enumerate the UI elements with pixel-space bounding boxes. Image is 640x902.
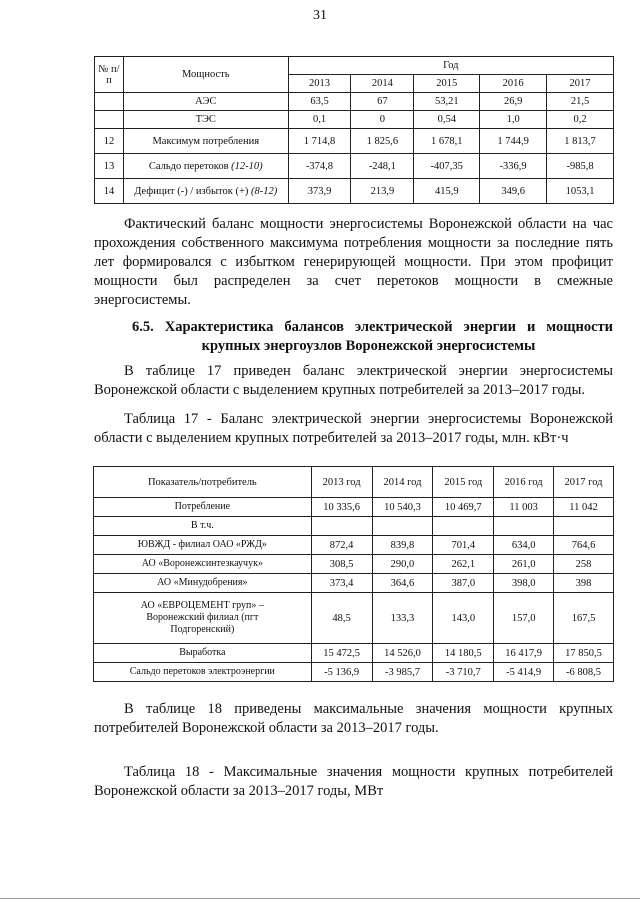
cell-value: 373,4: [311, 574, 372, 593]
column-header: 2016 год: [494, 467, 554, 498]
row-label: [123, 179, 288, 204]
table18-caption: Таблица 18 - Максимальные значения мощности крупных потребителей Воронежской области за 2013–2017 годы, МВт: [94, 764, 613, 799]
energy-balance-table: [93, 466, 614, 682]
cell-value: -374,8: [288, 154, 351, 179]
table-row: [94, 498, 614, 517]
page-number: 31: [313, 8, 327, 23]
section-heading: [94, 318, 613, 356]
cell-value: 1 813,7: [547, 129, 614, 154]
power-column-header: Мощность: [123, 57, 288, 93]
row-number: [95, 93, 124, 111]
cell-value: -336,9: [480, 154, 547, 179]
section-heading-line2: крупных энергоузлов Воронежской энергосистемы: [201, 338, 536, 354]
table-row: [94, 574, 614, 593]
cell-value: -6 808,5: [554, 663, 614, 682]
cell-value: -5 414,9: [494, 663, 554, 682]
row-label: АО «Минудобрения»: [94, 574, 312, 593]
row-label: АО «Воронежсинтезкаучук»: [94, 555, 312, 574]
row-label: [123, 154, 288, 179]
cell-value: 14 526,0: [372, 644, 433, 663]
cell-value: 764,6: [554, 536, 614, 555]
page-bottom-rule: [0, 898, 640, 899]
power-balance-table: [94, 56, 614, 204]
cell-value: 262,1: [433, 555, 494, 574]
column-header: 2015 год: [433, 467, 494, 498]
cell-value: 15 472,5: [311, 644, 372, 663]
table-row: [94, 517, 614, 536]
cell-value: 10 469,7: [433, 498, 494, 517]
cell-value: -5 136,9: [311, 663, 372, 682]
cell-value: 349,6: [480, 179, 547, 204]
column-header: 2017 год: [554, 467, 614, 498]
row-label: Максимум потребления: [123, 129, 288, 154]
cell-value: [433, 517, 494, 536]
cell-value: 133,3: [372, 593, 433, 644]
row-label: АЭС: [123, 93, 288, 111]
cell-value: [372, 517, 433, 536]
cell-value: 10 335,6: [311, 498, 372, 517]
table-row: [95, 111, 614, 129]
cell-value: 634,0: [494, 536, 554, 555]
cell-value: 63,5: [288, 93, 351, 111]
column-header: Показатель/потребитель: [94, 467, 312, 498]
row-label: АО «ЕВРОЦЕМЕНТ груп» – Воронежский филиал (пгт Подгоренский): [94, 593, 312, 644]
cell-value: 26,9: [480, 93, 547, 111]
cell-value: 398,0: [494, 574, 554, 593]
table-header-row: [95, 57, 614, 75]
cell-value: 1,0: [480, 111, 547, 129]
cell-value: 415,9: [414, 179, 480, 204]
paragraph-table17-intro: В таблице 17 приведен баланс электрической энергии энергосистемы Воронежской области с выделением крупных потребителей за 2013–2017 годы.: [94, 363, 613, 398]
cell-value: 16 417,9: [494, 644, 554, 663]
table-row: [94, 593, 614, 644]
table-row: [95, 179, 614, 204]
paragraph-table18-intro: В таблице 18 приведены максимальные значения мощности крупных потребителей Воронежской области за 2013–2017 годы.: [94, 701, 613, 736]
cell-value: 17 850,5: [554, 644, 614, 663]
year-header: 2015: [414, 75, 480, 93]
section-heading-line1: 6.5. Характеристика балансов электрической энергии и мощности: [132, 319, 613, 335]
cell-value: 53,21: [414, 93, 480, 111]
row-number: 13: [95, 154, 124, 179]
row-label: Выработка: [94, 644, 312, 663]
cell-value: 11 042: [554, 498, 614, 517]
cell-value: 0,2: [547, 111, 614, 129]
cell-value: 157,0: [494, 593, 554, 644]
table-row: [95, 129, 614, 154]
cell-value: 373,9: [288, 179, 351, 204]
table-row: [94, 644, 614, 663]
row-label-note: (8-12): [251, 185, 278, 197]
cell-value: 143,0: [433, 593, 494, 644]
cell-value: [494, 517, 554, 536]
cell-value: 14 180,5: [433, 644, 494, 663]
cell-value: 308,5: [311, 555, 372, 574]
column-header: 2013 год: [311, 467, 372, 498]
cell-value: 1 744,9: [480, 129, 547, 154]
cell-value: 1053,1: [547, 179, 614, 204]
row-label: ТЭС: [123, 111, 288, 129]
cell-value: 872,4: [311, 536, 372, 555]
cell-value: 387,0: [433, 574, 494, 593]
cell-value: 167,5: [554, 593, 614, 644]
year-header: 2017: [547, 75, 614, 93]
paragraph-power-balance: Фактический баланс мощности энергосистемы Воронежской области на час прохождения собственного максимума потребления мощности за последние пять лет формировался с избытком генерирующей мощности. При этом профицит мощности был распределен за счет перетоков мощности в смежные энергосистемы.: [94, 216, 613, 308]
table-row: [94, 536, 614, 555]
year-header: 2016: [480, 75, 547, 93]
row-label: Потребление: [94, 498, 312, 517]
cell-value: -248,1: [351, 154, 414, 179]
cell-value: -407,35: [414, 154, 480, 179]
row-number: 12: [95, 129, 124, 154]
cell-value: 0: [351, 111, 414, 129]
row-label-text: Сальдо перетоков: [148, 160, 229, 172]
cell-value: [311, 517, 372, 536]
column-header: 2014 год: [372, 467, 433, 498]
cell-value: 1 678,1: [414, 129, 480, 154]
table17-caption: Таблица 17 - Баланс электрической энергии энергосистемы Воронежской области с выделением крупных потребителей за 2013–2017 годы, млн. кВт·ч: [94, 411, 613, 446]
row-label-text: Дефицит (-) / избыток (+): [134, 185, 249, 197]
cell-value: 48,5: [311, 593, 372, 644]
cell-value: 839,8: [372, 536, 433, 555]
cell-value: [554, 517, 614, 536]
num-column-header: № п/п: [95, 57, 124, 93]
table-row: [94, 663, 614, 682]
cell-value: -985,8: [547, 154, 614, 179]
row-number: [95, 111, 124, 129]
year-header: 2014: [351, 75, 414, 93]
table-row: [95, 93, 614, 111]
cell-value: 701,4: [433, 536, 494, 555]
cell-value: 67: [351, 93, 414, 111]
row-label-note: (12-10): [231, 160, 263, 172]
year-header: 2013: [288, 75, 351, 93]
row-label: Сальдо перетоков электроэнергии: [94, 663, 312, 682]
cell-value: 213,9: [351, 179, 414, 204]
table-row: [95, 154, 614, 179]
cell-value: 0,54: [414, 111, 480, 129]
cell-value: 398: [554, 574, 614, 593]
cell-value: 21,5: [547, 93, 614, 111]
year-group-header: Год: [288, 57, 613, 75]
cell-value: 364,6: [372, 574, 433, 593]
row-number: 14: [95, 179, 124, 204]
table-row: [94, 555, 614, 574]
row-label: В т.ч.: [94, 517, 312, 536]
cell-value: 1 714,8: [288, 129, 351, 154]
table-header-row: [94, 467, 614, 498]
cell-value: 258: [554, 555, 614, 574]
cell-value: -3 985,7: [372, 663, 433, 682]
row-label: ЮВЖД - филиал ОАО «РЖД»: [94, 536, 312, 555]
cell-value: 10 540,3: [372, 498, 433, 517]
cell-value: 290,0: [372, 555, 433, 574]
cell-value: 11 003: [494, 498, 554, 517]
cell-value: 1 825,6: [351, 129, 414, 154]
cell-value: -3 710,7: [433, 663, 494, 682]
cell-value: 261,0: [494, 555, 554, 574]
cell-value: 0,1: [288, 111, 351, 129]
